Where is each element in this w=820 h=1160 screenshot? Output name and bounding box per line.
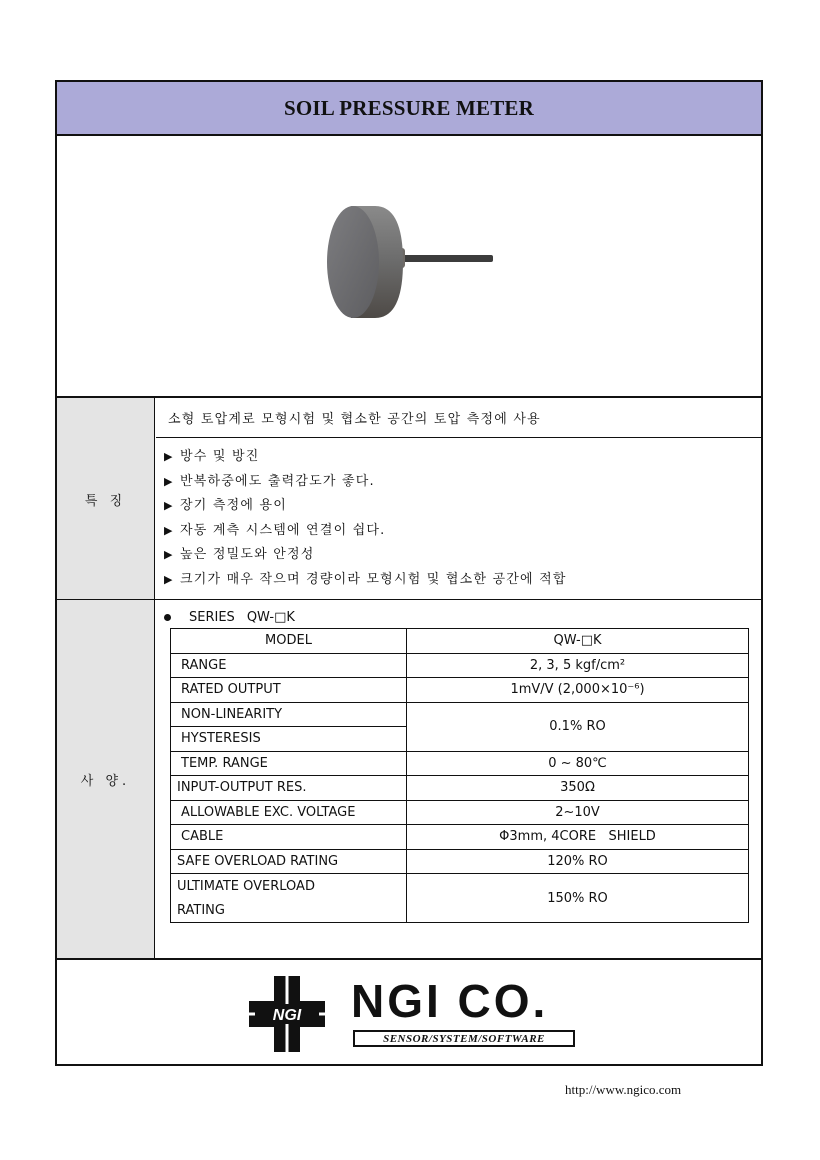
series-value: QW-□K [246,610,295,625]
specs-label: 사 양. [57,600,155,958]
soil-pressure-meter-image [317,196,497,326]
website-url[interactable]: http://www.ngico.com [565,1082,682,1097]
svg-text:NGI: NGI [272,1007,302,1024]
datasheet-frame [55,80,763,1066]
table-row: HYSTERESIS [171,727,749,752]
series-label: SERIES [189,610,235,625]
specs-area [156,600,761,958]
list-item: ▶ 반복하중에도 출력감도가 좋다. [164,470,761,495]
bullet-dot-icon [164,614,171,621]
table-row: INPUT-OUTPUT RES. 350Ω [171,776,749,801]
page-title: SOIL PRESSURE METER [283,95,535,120]
table-row: RATED OUTPUT 1mV/V (2,000×10⁻⁶) [171,678,749,703]
company-logo-area [57,958,761,1064]
table-row: CABLE Φ3mm, 4CORE SHIELD [171,825,749,850]
table-row: SAFE OVERLOAD RATING 120% RO [171,849,749,874]
bullet-arrow-icon: ▶ [164,548,174,561]
series-line [164,610,295,625]
list-item: ▶ 방수 및 방진 [164,445,761,470]
table-row: ALLOWABLE EXC. VOLTAGE 2~10V [171,800,749,825]
spec-table [170,628,749,923]
features-list [156,439,761,599]
company-tagline: SENSOR/SYSTEM/SOFTWARE [353,1030,575,1047]
table-row: RATING [171,898,749,923]
bullet-arrow-icon: ▶ [164,499,174,512]
table-header-key: MODEL [171,629,407,654]
title-bar [57,82,761,136]
table-row: RANGE 2, 3, 5 kgf/cm² [171,653,749,678]
table-row [171,629,749,654]
list-item: ▶ 크기가 매우 작으며 경량이라 모형시험 및 협소한 공간에 적합 [164,568,761,593]
list-item: ▶ 높은 정밀도와 안정성 [164,543,761,568]
list-item: ▶ 자동 계측 시스템에 연결이 쉽다. [164,519,761,544]
product-image-area [57,136,761,398]
list-item: ▶ 장기 측정에 용이 [164,494,761,519]
features-label: 특 징 [57,398,155,600]
bullet-arrow-icon: ▶ [164,572,174,586]
company-name: NGI CO. [351,975,549,1027]
bullet-arrow-icon: ▶ [164,523,174,537]
bullet-arrow-icon: ▶ [164,450,174,463]
ngi-cross-logo-icon [247,974,327,1054]
table-row: NON-LINEARITY 0.1% RO [171,702,749,727]
table-row: TEMP. RANGE 0 ~ 80℃ [171,751,749,776]
table-row: ULTIMATE OVERLOAD 150% RO [171,874,749,899]
features-summary: 소형 토압계로 모형시험 및 협소한 공간의 토압 측정에 사용 [156,398,761,438]
table-header-value: QW-□K [407,629,749,654]
bullet-arrow-icon: ▶ [164,474,174,488]
